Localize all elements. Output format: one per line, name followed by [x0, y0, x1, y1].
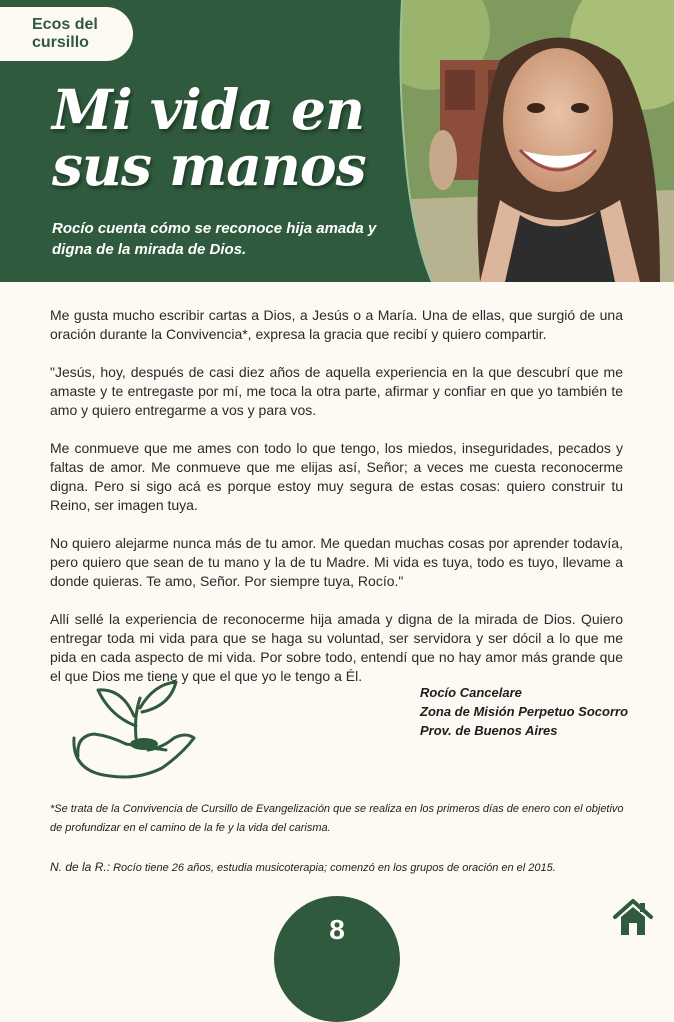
subtitle: Rocío cuenta cómo se reconoce hija amada y digna de la mirada de Dios. — [52, 220, 377, 258]
home-icon[interactable] — [613, 897, 653, 937]
footnote: *Se trata de la Convivencia de Cursillo de Evangelización que se realiza en los primeros días de enero con el objetivo de profundizar en el camino de la fe y la vida del carisma. — [50, 803, 624, 834]
author-name: Rocío Cancelare — [420, 685, 522, 700]
title-line-2: sus manos — [52, 133, 366, 198]
page-number-badge — [274, 896, 400, 1022]
paragraph-2: "Jesús, hoy, después de casi diez años de aquella experiencia en la que descubrí que me amaste y te entregaste por mí, me toca la otra parte, afirmar y confiar en que yo también te amo y quiero entregarme a vos y para vos. — [50, 364, 623, 418]
page-number: 8 — [329, 914, 345, 945]
editor-note — [50, 858, 640, 877]
paragraph-3: Me conmueve que me ames con todo lo que tengo, los miedos, inseguridades, pecados y faltas de amor. Me conmueve que me elijas así, Señor; a veces me cuesta reconocerme digna. Pero si sigo acá es porque estoy muy segura de estas cosas: quiero construir tu Reino, ser imagen tuya. — [50, 440, 623, 513]
paragraph-4: No quiero alejarme nunca más de tu amor. Me quedan muchas cosas por aprender todavía, pero quiero que sean de tu mano y la de tu Madre. Mi vida es tuya, todo es tuyo, llevame a donde quieras. Te amo, Señor. Por siempre tuya, Rocío." — [50, 535, 623, 589]
section-tag-line-2: cursillo — [32, 34, 89, 51]
header-banner — [0, 0, 674, 282]
section-tag-line-1: Ecos del — [32, 16, 98, 33]
signature-block — [420, 683, 628, 740]
author-zone: Zona de Misión Perpetuo Socorro — [420, 704, 629, 719]
editor-note-label: N. de la R.: — [50, 860, 111, 874]
author-province: Prov. de Buenos Aires — [420, 723, 558, 738]
article-body — [50, 306, 623, 705]
editor-note-text: Rocío tiene 26 años, estudia musicoterapia; comenzó en los grupos de oración en el 2015. — [110, 862, 556, 874]
section-tag — [0, 7, 133, 61]
title-line-1: Mi vida en — [52, 77, 364, 142]
page-title — [52, 77, 366, 198]
paragraph-5: Allí sellé la experiencia de reconocerme hija amada y digna de la mirada de Dios. Quiero entregar toda mi vida para que se haga su voluntad, ser servidora y ser dócil a lo que me pida en cada aspecto de mi vida. Por sobre todo, entendí que no hay amor más grande que el que Dios me tiene y que el que yo le tengo a Él. — [50, 611, 623, 684]
plant-in-hand-icon — [70, 676, 198, 786]
paragraph-1: Me gusta mucho escribir cartas a Dios, a Jesús o a María. Una de ellas, que surgió de una oración durante la Convivencia*, expresa la gracia que recibí y quiero compartir. — [50, 307, 623, 342]
